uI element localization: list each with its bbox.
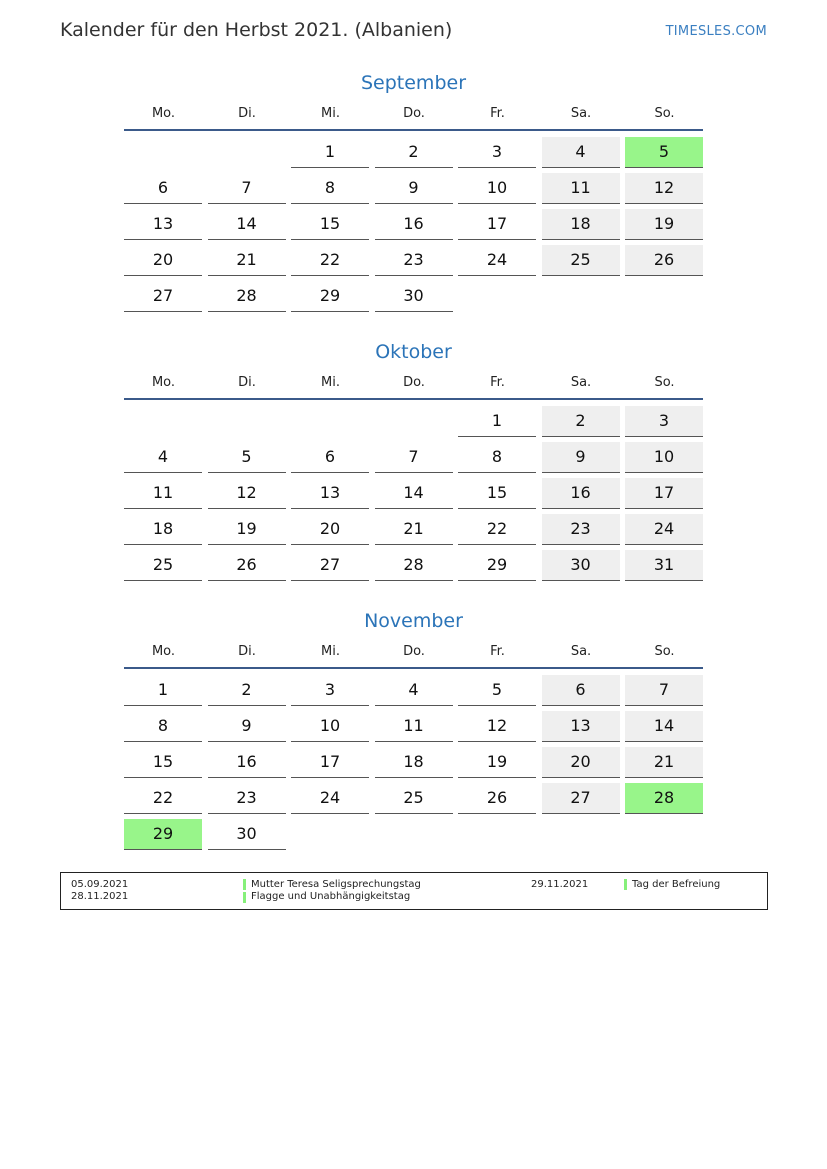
day-cell[interactable]: 30 (375, 281, 453, 312)
day-cell[interactable]: 1 (458, 406, 536, 437)
day-cell[interactable]: 27 (542, 783, 620, 814)
day-cell[interactable]: 18 (375, 747, 453, 778)
legend-name-1: Mutter Teresa Seligsprechungstag (251, 879, 421, 890)
day-cell[interactable]: 24 (291, 783, 369, 814)
day-cell[interactable]: 4 (124, 442, 202, 473)
day-cell[interactable]: 24 (458, 245, 536, 276)
day-cell[interactable]: 18 (542, 209, 620, 240)
day-cell[interactable]: 6 (124, 173, 202, 204)
day-cell[interactable]: 8 (458, 442, 536, 473)
day-cell[interactable]: 9 (375, 173, 453, 204)
day-cell[interactable]: 27 (291, 550, 369, 581)
weekday-label: So. (654, 375, 675, 390)
legend-name-3: Tag der Befreiung (632, 879, 721, 890)
month-title: September (360, 72, 467, 94)
weekday-label: So. (654, 644, 675, 659)
weekday-label: Fr. (490, 106, 505, 121)
day-cell[interactable]: 17 (291, 747, 369, 778)
page-title: Kalender für den Herbst 2021. (Albanien) (60, 19, 453, 41)
day-cell[interactable]: 28 (375, 550, 453, 581)
weekday-label: Fr. (490, 644, 505, 659)
day-cell[interactable]: 15 (124, 747, 202, 778)
weekday-label: Mo. (151, 375, 176, 390)
day-cell[interactable]: 10 (625, 442, 703, 473)
day-cell[interactable]: 16 (542, 478, 620, 509)
day-cell[interactable]: 4 (375, 675, 453, 706)
day-cell[interactable]: 5 (625, 137, 703, 168)
day-cell[interactable]: 13 (124, 209, 202, 240)
day-cell[interactable]: 11 (375, 711, 453, 742)
day-cell[interactable]: 14 (625, 711, 703, 742)
brand-link[interactable]: TIMESLES.COM (665, 24, 767, 39)
weekday-label: So. (654, 106, 675, 121)
day-cell[interactable]: 25 (375, 783, 453, 814)
day-cell[interactable]: 22 (124, 783, 202, 814)
day-cell[interactable]: 21 (375, 514, 453, 545)
day-cell[interactable]: 17 (458, 209, 536, 240)
holiday-legend (60, 872, 768, 910)
legend-holiday-marker (243, 879, 246, 890)
day-cell[interactable]: 19 (625, 209, 703, 240)
weekday-label: Di. (238, 375, 256, 390)
weekday-header-row (124, 633, 703, 669)
weekday-label: Mo. (151, 106, 176, 121)
day-cell[interactable]: 16 (375, 209, 453, 240)
day-cell[interactable]: 23 (375, 245, 453, 276)
day-cell[interactable]: 13 (291, 478, 369, 509)
day-cell[interactable]: 12 (208, 478, 286, 509)
legend-name-2: Flagge und Unabhängigkeitstag (251, 891, 411, 902)
day-cell[interactable]: 29 (291, 281, 369, 312)
day-cell[interactable]: 10 (291, 711, 369, 742)
day-cell[interactable]: 25 (124, 550, 202, 581)
weekday-label: Sa. (570, 106, 592, 121)
day-cell[interactable]: 5 (208, 442, 286, 473)
day-cell[interactable]: 12 (458, 711, 536, 742)
weekday-label: Sa. (570, 644, 592, 659)
header-rule (124, 129, 703, 131)
legend-date-1: 05.09.2021 (71, 879, 129, 890)
day-cell[interactable]: 10 (458, 173, 536, 204)
day-cell[interactable]: 6 (542, 675, 620, 706)
weekday-label: Di. (238, 644, 256, 659)
day-cell[interactable]: 18 (124, 514, 202, 545)
day-cell[interactable]: 9 (542, 442, 620, 473)
day-cell[interactable]: 21 (625, 747, 703, 778)
day-cell[interactable]: 2 (542, 406, 620, 437)
day-cell[interactable]: 7 (375, 442, 453, 473)
weekday-label: Do. (403, 106, 425, 121)
legend-holiday-marker (624, 879, 627, 890)
day-cell[interactable]: 3 (458, 137, 536, 168)
day-cell[interactable]: 26 (625, 245, 703, 276)
weekday-header-row (124, 364, 703, 400)
day-cell[interactable]: 7 (208, 173, 286, 204)
day-cell[interactable]: 28 (208, 281, 286, 312)
day-cell[interactable]: 9 (208, 711, 286, 742)
weekday-label: Do. (403, 644, 425, 659)
day-cell[interactable]: 24 (625, 514, 703, 545)
day-cell[interactable]: 23 (208, 783, 286, 814)
day-cell[interactable]: 2 (375, 137, 453, 168)
weekday-label: Fr. (490, 375, 505, 390)
legend-holiday-marker (243, 892, 246, 903)
day-cell[interactable]: 4 (542, 137, 620, 168)
header-rule (124, 398, 703, 400)
day-cell[interactable]: 31 (625, 550, 703, 581)
weekday-label: Mi. (321, 375, 340, 390)
day-cell[interactable]: 15 (291, 209, 369, 240)
day-cell[interactable]: 19 (458, 747, 536, 778)
day-cell[interactable]: 26 (208, 550, 286, 581)
day-cell[interactable]: 12 (625, 173, 703, 204)
day-cell[interactable]: 8 (124, 711, 202, 742)
day-cell[interactable]: 11 (124, 478, 202, 509)
weekday-header-row (124, 95, 703, 131)
weekday-label: Mi. (321, 106, 340, 121)
day-cell[interactable]: 28 (625, 783, 703, 814)
day-cell[interactable]: 21 (208, 245, 286, 276)
day-cell[interactable]: 3 (625, 406, 703, 437)
legend-date-3: 29.11.2021 (531, 879, 589, 890)
month-november (124, 609, 703, 843)
day-cell[interactable]: 5 (458, 675, 536, 706)
day-cell[interactable]: 23 (542, 514, 620, 545)
day-cell[interactable]: 1 (124, 675, 202, 706)
day-cell[interactable]: 29 (458, 550, 536, 581)
header-rule (124, 667, 703, 669)
day-cell[interactable]: 30 (542, 550, 620, 581)
weekday-label: Mo. (151, 644, 176, 659)
day-cell[interactable]: 19 (208, 514, 286, 545)
month-title: November (364, 610, 463, 632)
day-cell[interactable]: 6 (291, 442, 369, 473)
day-cell[interactable]: 20 (291, 514, 369, 545)
day-cell[interactable]: 2 (208, 675, 286, 706)
day-cell[interactable]: 20 (124, 245, 202, 276)
day-cell[interactable]: 13 (542, 711, 620, 742)
day-cell[interactable]: 15 (458, 478, 536, 509)
month-september (124, 71, 703, 305)
day-cell[interactable]: 7 (625, 675, 703, 706)
day-cell[interactable]: 17 (625, 478, 703, 509)
day-cell[interactable]: 20 (542, 747, 620, 778)
weekday-label: Sa. (570, 375, 592, 390)
day-cell[interactable]: 27 (124, 281, 202, 312)
day-cell[interactable]: 14 (375, 478, 453, 509)
day-cell[interactable]: 11 (542, 173, 620, 204)
day-cell[interactable]: 25 (542, 245, 620, 276)
legend-date-2: 28.11.2021 (71, 891, 129, 902)
weekday-label: Do. (403, 375, 425, 390)
day-cell[interactable]: 16 (208, 747, 286, 778)
weekday-label: Mi. (321, 644, 340, 659)
day-cell[interactable]: 22 (291, 245, 369, 276)
month-oktober (124, 340, 703, 574)
day-cell[interactable]: 8 (291, 173, 369, 204)
month-title: Oktober (375, 341, 452, 363)
day-cell[interactable]: 14 (208, 209, 286, 240)
day-cell[interactable]: 1 (291, 137, 369, 168)
day-cell[interactable]: 30 (208, 819, 286, 850)
weekday-label: Di. (238, 106, 256, 121)
day-cell[interactable]: 29 (124, 819, 202, 850)
day-cell[interactable]: 3 (291, 675, 369, 706)
day-cell[interactable]: 26 (458, 783, 536, 814)
day-cell[interactable]: 22 (458, 514, 536, 545)
